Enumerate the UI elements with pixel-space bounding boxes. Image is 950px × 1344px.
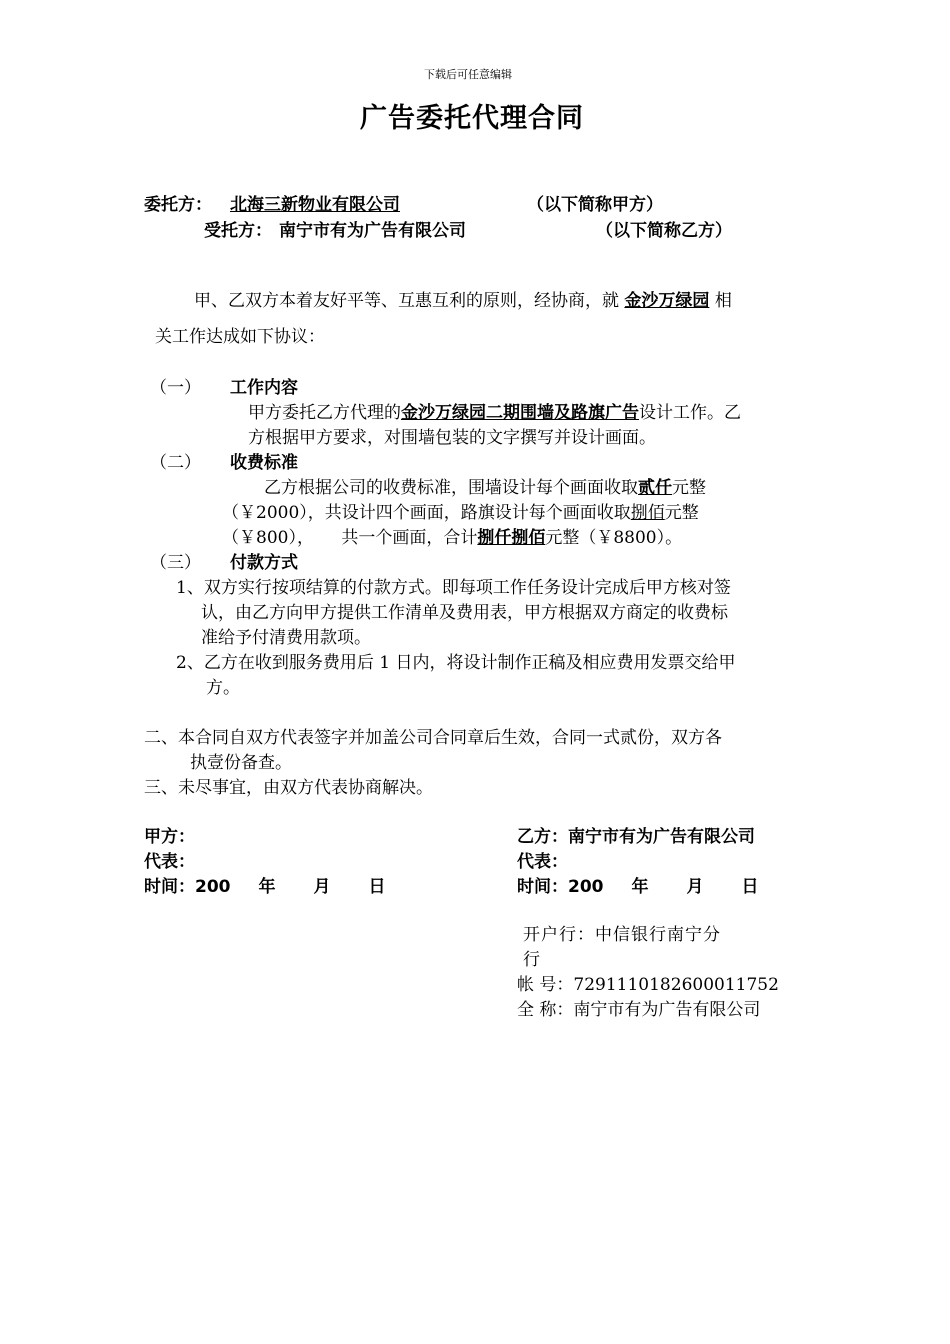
document-title: 广告委托代理合同: [360, 103, 584, 134]
sign-right-party: 乙方：南宁市有为广告有限公司: [517, 827, 755, 847]
section2-line2-pre: （￥2000），共设计四个画面，路旗设计每个画面收取: [222, 503, 631, 523]
section1-number: （一）: [150, 378, 201, 398]
sign-right-year: 年: [631, 877, 649, 897]
clause2-line2: 执壹份备查。: [190, 753, 292, 773]
section1-line1-post: 设计工作。乙: [639, 403, 741, 423]
section2-title: 收费标准: [230, 453, 298, 473]
sign-right-time: [517, 872, 759, 897]
sign-right-time-label: 时间：200: [517, 877, 604, 897]
sign-right-month: 月: [686, 877, 704, 897]
section2-line3-a: （￥800），: [222, 528, 314, 548]
section2-line2: [222, 498, 699, 523]
section2-line3: [222, 523, 682, 548]
section1-project: 金沙万绿园二期围墙及路旗广告: [401, 403, 639, 423]
section2-line3-b: 共一个画面，合计: [341, 528, 478, 548]
agent-alias: （以下简称乙方）: [596, 221, 732, 241]
sign-left-day: 日: [368, 877, 386, 897]
section3-item2-line1: 2、乙方在收到服务费用后 1 日内，将设计制作正稿及相应费用发票交给甲: [176, 653, 736, 673]
bank-line2: 行: [523, 950, 540, 970]
section2-line3-post: 元整（￥8800）。: [545, 528, 683, 548]
client-name: 北海三新物业有限公司: [230, 195, 400, 215]
section2-amount-total: 捌仟捌佰: [477, 528, 546, 548]
section2-line2-post: 元整: [664, 503, 699, 523]
section2-line1: [264, 473, 706, 498]
clause3: 三、未尽事宜，由双方代表协商解决。: [144, 778, 433, 798]
sign-right-rep: 代表：: [517, 852, 568, 872]
section1-title: 工作内容: [230, 378, 298, 398]
section2-line1-pre: 乙方根据公司的收费标准，围墙设计每个画面收取: [264, 478, 638, 498]
section3-item1-line3: 准给予付清费用款项。: [201, 628, 371, 648]
section3-number: （三）: [150, 553, 201, 573]
intro-line1: [194, 286, 732, 311]
intro-project: 金沙万绿园: [624, 291, 710, 311]
section3-item2-line2: 方。: [206, 678, 240, 698]
sign-left-year: 年: [258, 877, 276, 897]
bank-line1: 开户行：中信银行南宁分: [523, 925, 721, 945]
clause2-line1: 二、本合同自双方代表签字并加盖公司合同章后生效，合同一式贰份，双方各: [144, 728, 722, 748]
section3-title: 付款方式: [230, 553, 298, 573]
client-alias: （以下简称甲方）: [527, 195, 663, 215]
section2-amount-flag: 捌佰: [630, 503, 665, 523]
header-note: 下载后可任意编辑: [424, 68, 512, 81]
section2-line1-post: 元整: [672, 478, 706, 498]
sign-left-month: 月: [313, 877, 331, 897]
sign-left-time-label: 时间：200: [144, 877, 231, 897]
agent-label: 受托方：: [204, 221, 272, 241]
section1-line1-pre: 甲方委托乙方代理的: [248, 403, 401, 423]
agent-name: 南宁市有为广告有限公司: [279, 221, 466, 241]
sign-right-day: 日: [741, 877, 759, 897]
sign-left-party: 甲方：: [144, 827, 195, 847]
section3-item1-line1: 1、双方实行按项结算的付款方式。即每项工作任务设计完成后甲方核对签: [176, 578, 731, 598]
sign-left-time: [144, 872, 386, 897]
section2-amount-wall: 贰仟: [638, 478, 672, 498]
bank-account: 帐 号：7291110182600011752: [517, 975, 779, 995]
intro-line2: 关工作达成如下协议：: [155, 327, 325, 347]
intro-post: 相: [714, 291, 732, 311]
section1-line2: 方根据甲方要求，对围墙包装的文字撰写并设计画面。: [248, 428, 656, 448]
section1-line1: [248, 398, 741, 423]
intro-pre: 甲、乙双方本着友好平等、互惠互利的原则，经协商，就: [194, 291, 619, 311]
bank-account-name: 全 称：南宁市有为广告有限公司: [517, 1000, 761, 1020]
section2-number: （二）: [150, 453, 201, 473]
section3-item1-line2: 认，由乙方向甲方提供工作清单及费用表，甲方根据双方商定的收费标: [201, 603, 728, 623]
client-label: 委托方：: [144, 195, 212, 215]
sign-left-rep: 代表：: [144, 852, 195, 872]
